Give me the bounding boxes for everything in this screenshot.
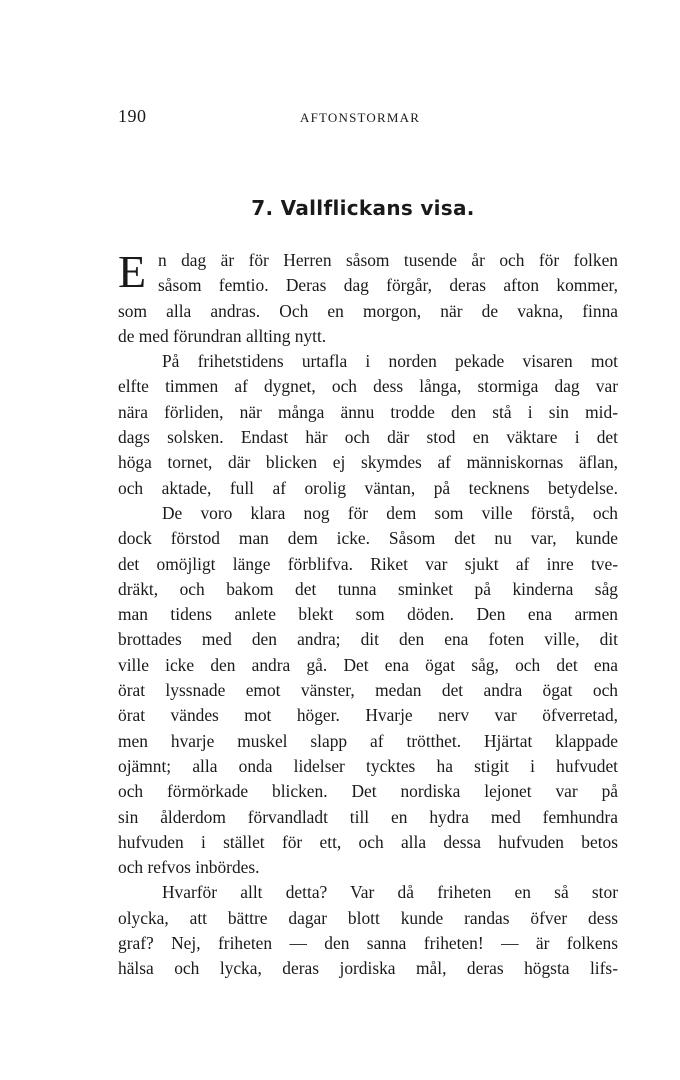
text-line: hufvuden i stället för ett, och alla dessa hufvuden betos — [118, 831, 618, 852]
text-line: och förmörkade blicken. Det nordiska lejonet var på — [118, 781, 618, 802]
text-line: ville icke den andra gå. Det ena ögat såg, och det ena — [118, 654, 618, 675]
text-line: höga tornet, där blicken ej skymdes af människornas äflan, — [118, 452, 618, 473]
running-head: AFTONSTORMAR — [300, 110, 421, 125]
text-line: hälsa och lycka, deras jordiska mål, deras högsta lifs- — [118, 958, 618, 979]
text-line: nära förliden, när många ännu trodde den stå i sin mid- — [118, 401, 618, 422]
text-line: såsom femtio. Deras dag förgår, deras afton kommer, — [158, 275, 618, 296]
text-line: De voro klara nog för dem som ville förstå, och — [162, 502, 618, 523]
text-line: olycka, att bättre dagar blott kunde randas öfver dess — [118, 907, 618, 928]
text-line: det omöjligt länge förblifva. Riket var sjukt af inre tve- — [118, 553, 618, 574]
text-line: dock förstod man dem icke. Såsom det nu var, kunde — [118, 528, 618, 549]
text-line: På frihetstidens urtafla i norden pekade visaren mot — [162, 351, 618, 372]
text-line: graf? Nej, friheten — den sanna friheten! — är folkens — [118, 933, 618, 954]
text-line: elfte timmen af dygnet, och dess långa, stormiga dag var — [118, 376, 618, 397]
text-line: och aktade, full af orolig väntan, på tecknens betydelse. — [118, 477, 618, 498]
text-line: dräkt, och bakom det tunna sminket på kinderna såg — [118, 578, 618, 599]
text-line: som alla andras. Och en morgon, när de vakna, finna — [118, 300, 618, 321]
chapter-title: 7. Vallflickans visa. — [251, 196, 475, 220]
text-line: örat lyssnade emot vänster, medan det andra ögat och — [118, 680, 618, 701]
drop-cap: E — [118, 246, 147, 297]
text-line: de med förundran allting nytt. — [118, 325, 327, 346]
text-line: och refvos inbördes. — [118, 857, 260, 878]
text-line: man tidens anlete blekt som döden. Den ena armen — [118, 604, 618, 625]
text-line: dags solsken. Endast här och där stod en väktare i det — [118, 427, 618, 448]
text-line: brottades med den andra; dit den ena foten ville, dit — [118, 629, 618, 650]
text-line: E n dag är för Herren såsom tusende år och för folken — [118, 246, 618, 297]
text-line: örat vändes mot höger. Hvarje nerv var öfverretad, — [118, 705, 618, 726]
page-number: 190 — [118, 106, 147, 126]
text-line: Hvarför allt detta? Var då friheten en så stor — [162, 882, 618, 903]
text-line: ojämnt; alla onda lidelser tycktes ha stigit i hufvudet — [118, 755, 618, 776]
text-line: sin ålderdom förvandladt till en hydra med femhundra — [118, 806, 618, 827]
body-text — [118, 248, 618, 982]
text-line: men hvarje muskel slapp af trötthet. Hjärtat klappade — [118, 730, 618, 751]
